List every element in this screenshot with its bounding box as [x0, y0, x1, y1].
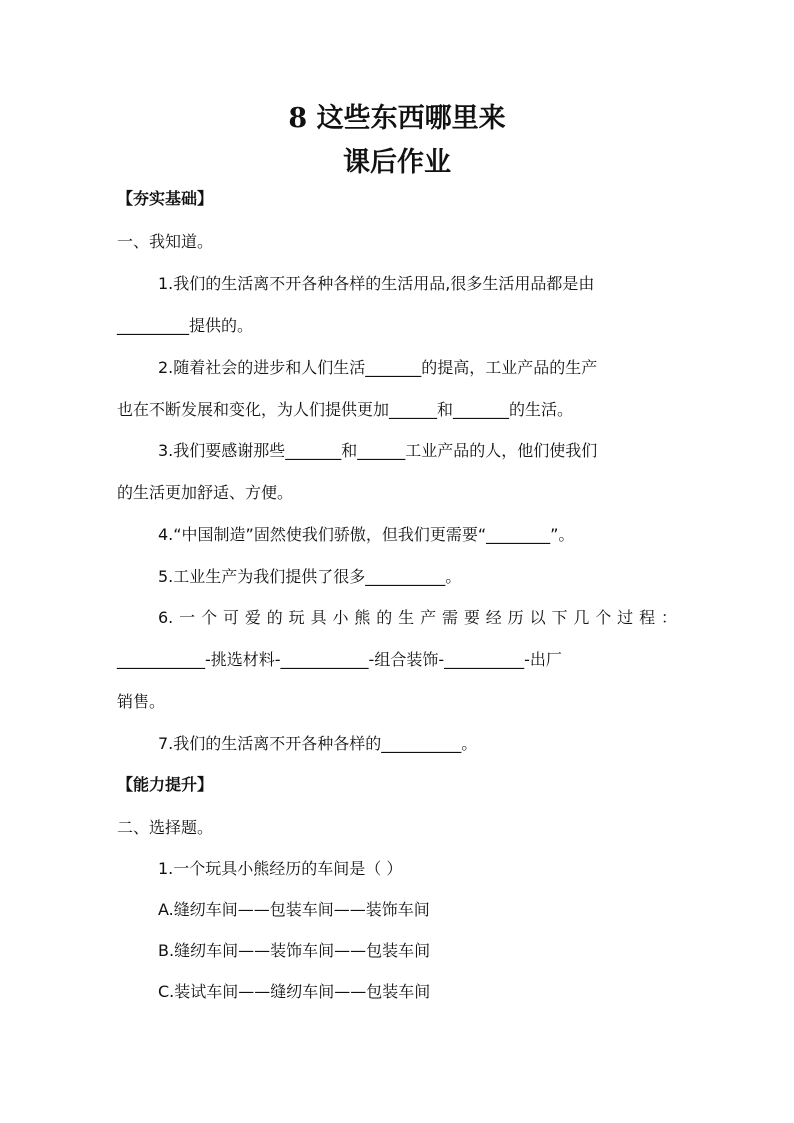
question-1-line-2: _________提供的。: [117, 316, 254, 335]
option-c: C.装试车间——缝纫车间——包装车间: [158, 982, 431, 1001]
question-6-line-3: 销售。: [117, 692, 166, 711]
section-heading-ability: 【能力提升】: [117, 775, 214, 794]
choice-question-1: 1.一个玩具小熊经历的车间是（ ）: [158, 859, 403, 878]
worksheet-subtitle: 课后作业: [343, 147, 451, 178]
question-2-line-1: 2.随着社会的进步和人们生活_______的提高，工业产品的生产: [158, 358, 598, 377]
question-3-line-1: 3.我们要感谢那些_______和______工业产品的人，他们使我们: [158, 441, 598, 460]
section-heading-basics: 【夯实基础】: [117, 189, 214, 208]
question-5: 5.工业生产为我们提供了很多__________。: [158, 567, 462, 586]
lesson-title: 8 这些东西哪里来: [288, 103, 506, 134]
option-a: A.缝纫车间——包装车间——装饰车间: [158, 900, 430, 919]
part-title-fill-in: 一、我知道。: [117, 232, 214, 251]
question-2-line-2: 也在不断发展和变化，为人们提供更加______和_______的生活。: [117, 400, 574, 419]
question-1-line-1: 1.我们的生活离不开各种各样的生活用品,很多生活用品都是由: [158, 274, 595, 293]
question-3-line-2: 的生活更加舒适、方便。: [117, 483, 294, 502]
question-4: 4.“中国制造”固然使我们骄傲，但我们更需要“________”。: [158, 525, 575, 544]
question-7: 7.我们的生活离不开各种各样的__________。: [158, 734, 478, 753]
option-b: B.缝纫车间——装饰车间——包装车间: [158, 941, 431, 960]
question-6-line-1: 6.一个可爱的玩具小熊的生产需要经历以下几个过程：: [158, 608, 677, 627]
part-title-multiple-choice: 二、选择题。: [117, 818, 214, 837]
question-6-line-2: ___________-挑选材料-___________-组合装饰-__________-出厂: [117, 650, 562, 669]
